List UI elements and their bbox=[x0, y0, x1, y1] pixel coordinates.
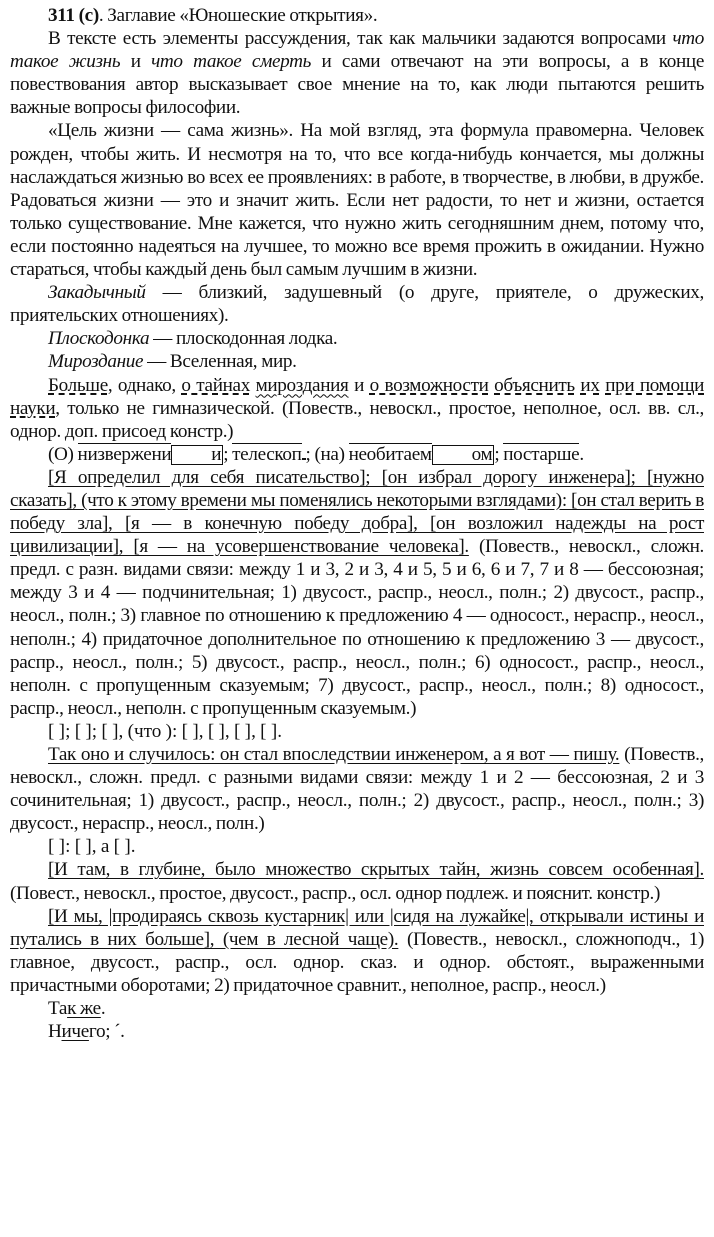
analysis-description: (Повеств., невоскл., сложн. предл. с разными видами связи: между 1 и 2 — бессоюзная, 2 и 3 сочинительная; 1) двусост., распр., неосл., полн.; 2) двусост., распр., неосл., полн.; 3) двусост., нераспр., неосл., полн.) bbox=[10, 744, 704, 835]
glossary-entry bbox=[10, 350, 704, 373]
exercise-number: 311 (с) bbox=[48, 5, 99, 26]
glossary-entry bbox=[10, 327, 704, 350]
sentence-analysis-4 bbox=[10, 858, 704, 904]
sentence-scheme: [ ]; [ ]; [ ], (что ): [ ], [ ], [ ], [ ]. bbox=[48, 720, 283, 742]
glossary-term: Мироздание bbox=[48, 351, 144, 373]
exercise-title: . Заглавие «Юношеские открытия». bbox=[98, 5, 378, 26]
analyzed-sentence: [И мы, |продираясь сквозь кустарник| или |сидя на лужайке|, открывали истины и путались в них больше], (чем в лесной чаще). bbox=[10, 905, 704, 950]
word-stem: низвержени bbox=[77, 443, 172, 465]
analysis-description: (Повеств., невоскл., сложн. предл. с разн. видами связи: между 1 и 3, 2 и 3, 4 и 5, 5 и 6, 6 и 7, 7 и 8 — бессоюзная; между 3 и 4 — подчинительная; 1) двусост., распр., неосл., полн.; 2) двусост., распр., неосл., полн.; 3) главное по отношению к предложению 4 — односост., нераспр., неосл., неполн.; 4) придаточное дополнительное по отношению к предложению 3 — двусост., распр., неосл., полн.; 5) двусост., распр., неосл., полн.; 6) односост., распр., неосл., неполн. с пропущенным сказуемым; 7) двусост., распр., неосл., полн.; 8) односост., распр., неосл., неполн. с пропущенным сказуемым.) bbox=[10, 536, 705, 719]
paragraph-essay: «Цель жизни — сама жизнь». На мой взгляд, эта формула правомерна. Человек рожден, чтобы жить. И несмотря на то, что все когда-нибудь кончается, мы должны наслаждаться жизнью во всех ее проявлениях: в работе, в творчестве, в любви, в дружбе. Радоваться жизни — это и значит жить. Если нет радости, то нет и жизни, остается только существование. Мне кажется, что нужно жить сегодняшним днем, потому что, если постоянно надеяться на лучшее, то можно все время прожить в ожидании. Нужно стараться, чтобы каждый день был самым лучшим в жизни. bbox=[10, 120, 704, 281]
spelling-line-2: Ничего; ´. bbox=[48, 1021, 125, 1043]
morpheme-analysis: (О) низвержени и ; телескоп ; (на) необитаем ом ; постарше. bbox=[48, 443, 584, 465]
analysis-description: (Повеств., невоскл., сложноподч., 1) главное, двусост., распр., осл. однор. сказ. и однор. обстоят., выраженными причастными оборотами; 2) придаточное сравнит., неполное, распр., неосл.) bbox=[10, 928, 704, 996]
analyzed-sentence: [И там, в глубине, было множество скрытых тайн, жизнь совсем особенная]. bbox=[48, 859, 704, 881]
analyzed-sentence: [Я определил для себя писательство]; [он избрал дорогу инженера]; [нужно сказать], (что к этому времени мы поменялись некоторыми взглядами): [он стал верить в победу зла], [я — в конечную победу добра], [он возложил надежды на рост цивилизации], [я — на усовершенствование человека]. bbox=[10, 466, 704, 558]
glossary-entry bbox=[10, 281, 704, 327]
sentence-analysis-5 bbox=[10, 905, 704, 997]
word-stem: необитаем bbox=[348, 443, 432, 465]
sentence-analysis-3 bbox=[10, 743, 704, 835]
sentence-analysis-2 bbox=[10, 466, 704, 720]
analysis-description: (Повест., невоскл., простое, двусост., распр., осл. однор подлеж. и пояснит. констр.) bbox=[10, 882, 660, 904]
paragraph-text-type: В тексте есть элементы рассуждения, так как мальчики задаются вопросами что такое жизнь и что такое смерть и сами отвечают на эти вопросы, а в конце повествования автор высказывает свое мнение на то, как люди пытаются решить важные вопросы философии. bbox=[10, 28, 705, 119]
word-ending: ом bbox=[432, 445, 495, 465]
glossary-definition: — Вселенная, мир. bbox=[143, 351, 297, 373]
exercise-heading bbox=[10, 4, 704, 27]
word-stem: постарше bbox=[503, 443, 580, 465]
sentence-scheme: [ ]: [ ], а [ ]. bbox=[48, 836, 136, 858]
sentence-analysis-1: Больше, однако, о тайнах мироздания и о возможности объяснить их при помощи науки, только не гимназической. (Повеств., невоскл., простое, неполное, осл. вв. сл., однор. доп. присоед констр.) bbox=[10, 374, 705, 442]
glossary-term: Закадычный bbox=[48, 282, 146, 304]
analyzed-sentence: Так оно и случилось: он стал впоследствии инженером, а я вот — пишу. bbox=[48, 744, 620, 765]
italic-phrase: что такое смерть bbox=[151, 51, 312, 73]
italic-phrase: что такое жизнь bbox=[10, 28, 705, 73]
word-ending: и bbox=[171, 445, 223, 465]
spelling-line-1: Так же. bbox=[48, 998, 106, 1020]
glossary-definition: — близкий, задушевный (о друге, приятеле, о дружеских, приятельских отношениях). bbox=[10, 282, 704, 327]
word-stem: телескоп bbox=[232, 443, 302, 465]
glossary-term: Плоскодонка bbox=[48, 328, 150, 350]
glossary-definition: — плоскодонная лодка. bbox=[149, 328, 338, 350]
